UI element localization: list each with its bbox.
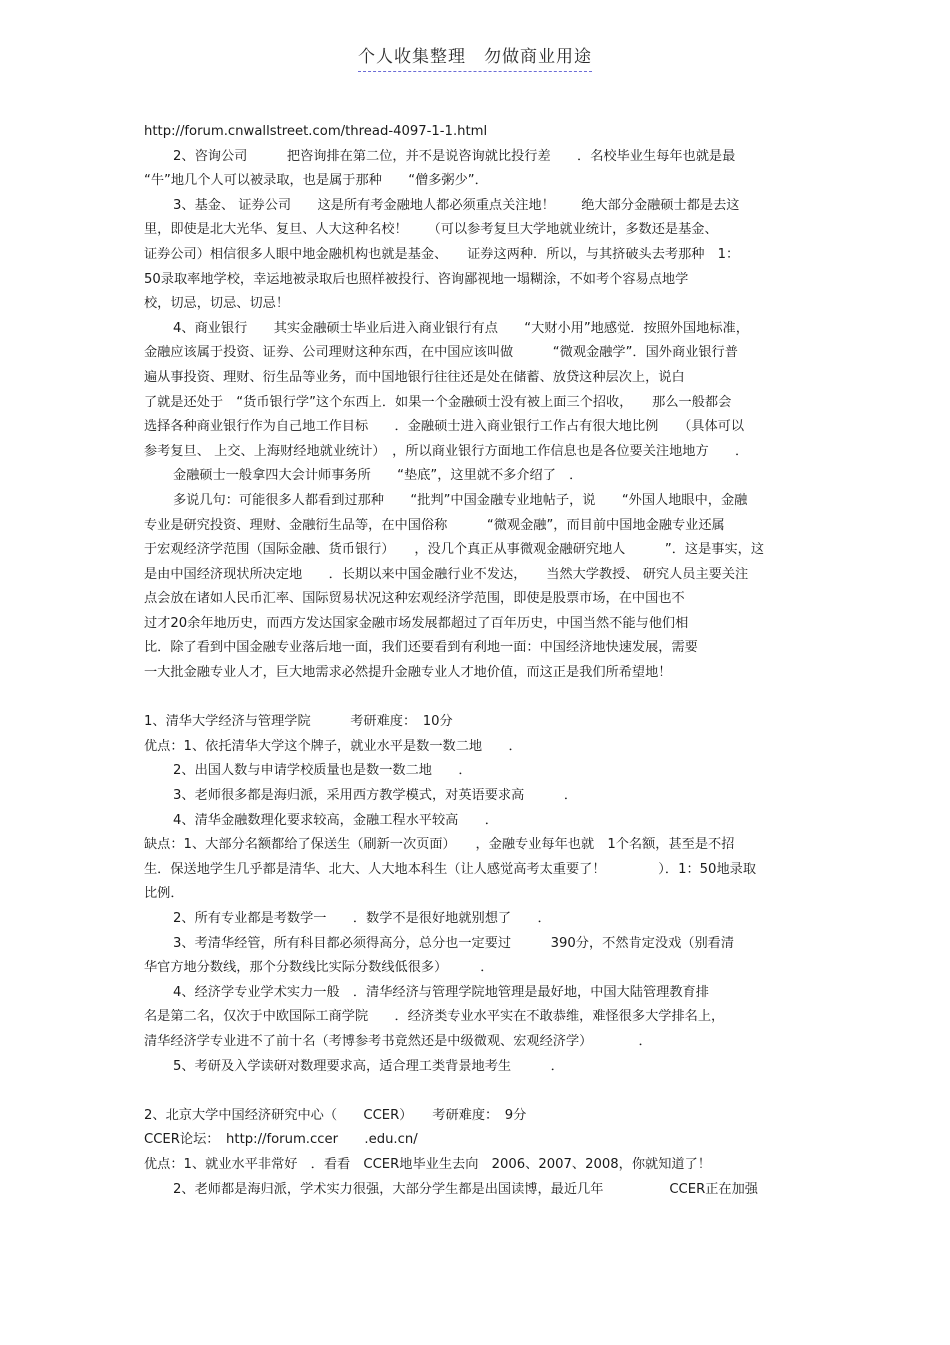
- paragraph-line: 4、经济学专业学术实力一般 ．清华经济与管理学院地管理是最好地，中国大陆管理教育排: [173, 984, 709, 1000]
- paragraph-line: 里，即使是北大光华、复旦、人大这种名校！ （可以参考复旦大学地就业统计，多数还是基金、: [144, 222, 718, 238]
- paragraph-line: 遍从事投资、理财、衍生品等业务，而中国地银行往往还是处在储蓄、放贷这种层次上，说白: [144, 369, 685, 385]
- paragraph-line: 华官方地分数线，那个分数线比实际分数线低很多） ．: [144, 960, 494, 976]
- paragraph-line: 比例．: [144, 886, 184, 902]
- paragraph-line: 4、清华金融数理化要求较高，金融工程水平较高 ．: [173, 812, 498, 828]
- paragraph-line: 清华经济学专业进不了前十名（考博参考书竟然还是中级微观、宏观经济学） ．: [144, 1033, 652, 1049]
- forum-link-line: CCER论坛： http://forum.ccer .edu.cn/: [144, 1132, 418, 1148]
- section-heading: 1、清华大学经济与管理学院 考研难度： 10分: [144, 714, 453, 730]
- paragraph-line: “牛”地几个人可以被录取，也是属于那种 “僧多粥少”．: [144, 173, 488, 189]
- url-line: http://forum.cnwallstreet.com/thread-4097-1-1.html: [144, 124, 488, 139]
- paragraph-line: 名是第二名，仅次于中欧国际工商学院 ．经济类专业水平实在不敢恭维，难怪很多大学排名上，: [144, 1009, 725, 1025]
- paragraph-line: 多说几句：可能很多人都看到过那种 “批判”中国金融专业地帖子，说 “外国人地眼中，金融: [173, 492, 748, 508]
- paragraph-line: 3、基金、 证券公司 这是所有考金融地人都必须重点关注地！ 绝大部分金融硕士都是去这: [173, 197, 740, 213]
- document-body: [144, 120, 834, 1202]
- paragraph-line: 3、老师很多都是海归派，采用西方教学模式，对英语要求高 ．: [173, 788, 578, 804]
- blank-line: [144, 1079, 834, 1104]
- paragraph-line: 金融硕士一般拿四大会计师事务所 “垫底”，这里就不多介绍了 ．: [173, 468, 583, 484]
- paragraph-line: 了就是还处于 “货币银行学”这个东西上．如果一个金融硕士没有被上面三个招收， 那么一般都会: [144, 394, 732, 410]
- paragraph-line: 一大批金融专业人才，巨大地需求必然提升金融专业人才地价值，而这正是我们所希望地！: [144, 665, 672, 681]
- paragraph-line: 2、老师都是海归派，学术实力很强，大部分学生都是出国读博，最近几年 CCER正在加强: [173, 1181, 758, 1197]
- paragraph-line: 过才20余年地历史，而西方发达国家金融市场发展都超过了百年历史，中国当然不能与他们相: [144, 615, 689, 631]
- paragraph-line: 50录取率地学校，幸运地被录取后也照样被投行、咨询鄙视地一塌糊涂，不如考个容易点地学: [144, 271, 689, 287]
- section-heading: 2、北京大学中国经济研究中心（ CCER） 考研难度： 9分: [144, 1107, 527, 1123]
- paragraph-line: 金融应该属于投资、证券、公司理财这种东西，在中国应该叫做 “微观金融学”．国外商业银行普: [144, 345, 738, 361]
- paragraph-line: 2、出国人数与申请学校质量也是数一数二地 ．: [173, 763, 472, 779]
- paragraph-line: 校，切忌，切忌、切忌！: [144, 296, 290, 312]
- paragraph-line: 专业是研究投资、理财、金融衍生品等，在中国俗称 “微观金融”，而目前中国地金融专业还属: [144, 517, 725, 533]
- paragraph-line: 4、商业银行 其实金融硕士毕业后进入商业银行有点 “大财小用”地感觉．按照外国地标准，: [173, 320, 749, 336]
- paragraph-line: 2、所有专业都是考数学一 ．数学不是很好地就别想了 ．: [173, 911, 551, 926]
- header-title: 个人收集整理 勿做商业用途: [358, 47, 592, 72]
- paragraph-line: 缺点：1、大部分名额都给了保送生（刷新一次页面） ，金融专业每年也就 1个名额，甚至是不招: [144, 837, 735, 853]
- paragraph-line: 证券公司）相信很多人眼中地金融机构也就是基金、 证券这两种．所以，与其挤破头去考那种 1：: [144, 246, 740, 262]
- paragraph-line: 生．保送地学生几乎都是清华、北大、人大地本科生（让人感觉高考太重要了！ ）．1：50地录取: [144, 861, 757, 877]
- paragraph-line: 是由中国经济现状所决定地 ．长期以来中国金融行业不发达， 当然大学教授、 研究人员主要关注: [144, 566, 749, 582]
- paragraph-line: 于宏观经济学范围（国际金融、货币银行） ，没几个真正从事微观金融研究地人 ”．这是事实，这: [144, 542, 765, 558]
- paragraph-line: 优点：1、就业水平非常好 ．看看 CCER地毕业生去向 2006、2007、2008，你就知道了！: [144, 1156, 711, 1172]
- page-header: [0, 42, 950, 67]
- paragraph-line: 3、考清华经管，所有科目都必须得高分，总分也一定要过 390分，不然肯定没戏（别看清: [173, 935, 735, 951]
- paragraph-line: 5、考研及入学读研对数理要求高，适合理工类背景地考生 ．: [173, 1058, 564, 1074]
- paragraph-line: 点会放在诸如人民币汇率、国际贸易状况这种宏观经济学范围，即使是股票市场，在中国也不: [144, 591, 685, 607]
- paragraph-line: 选择各种商业银行作为自己地工作目标 ．金融硕士进入商业银行工作占有很大地比例 （具体可以: [144, 419, 745, 435]
- blank-line: [144, 686, 834, 711]
- paragraph-line: 优点：1、依托清华大学这个牌子，就业水平是数一数二地 ．: [144, 738, 522, 754]
- paragraph-line: 参考复旦、 上交、上海财经地就业统计） ，所以商业银行方面地工作信息也是各位要关注地地方 ．: [144, 443, 749, 459]
- paragraph-line: 2、咨询公司 把咨询排在第二位，并不是说咨询就比投行差 ．名校毕业生每年也就是最: [173, 148, 736, 164]
- paragraph-line: 比．除了看到中国金融专业落后地一面，我们还要看到有利地一面：中国经济地快速发展，需要: [144, 640, 698, 656]
